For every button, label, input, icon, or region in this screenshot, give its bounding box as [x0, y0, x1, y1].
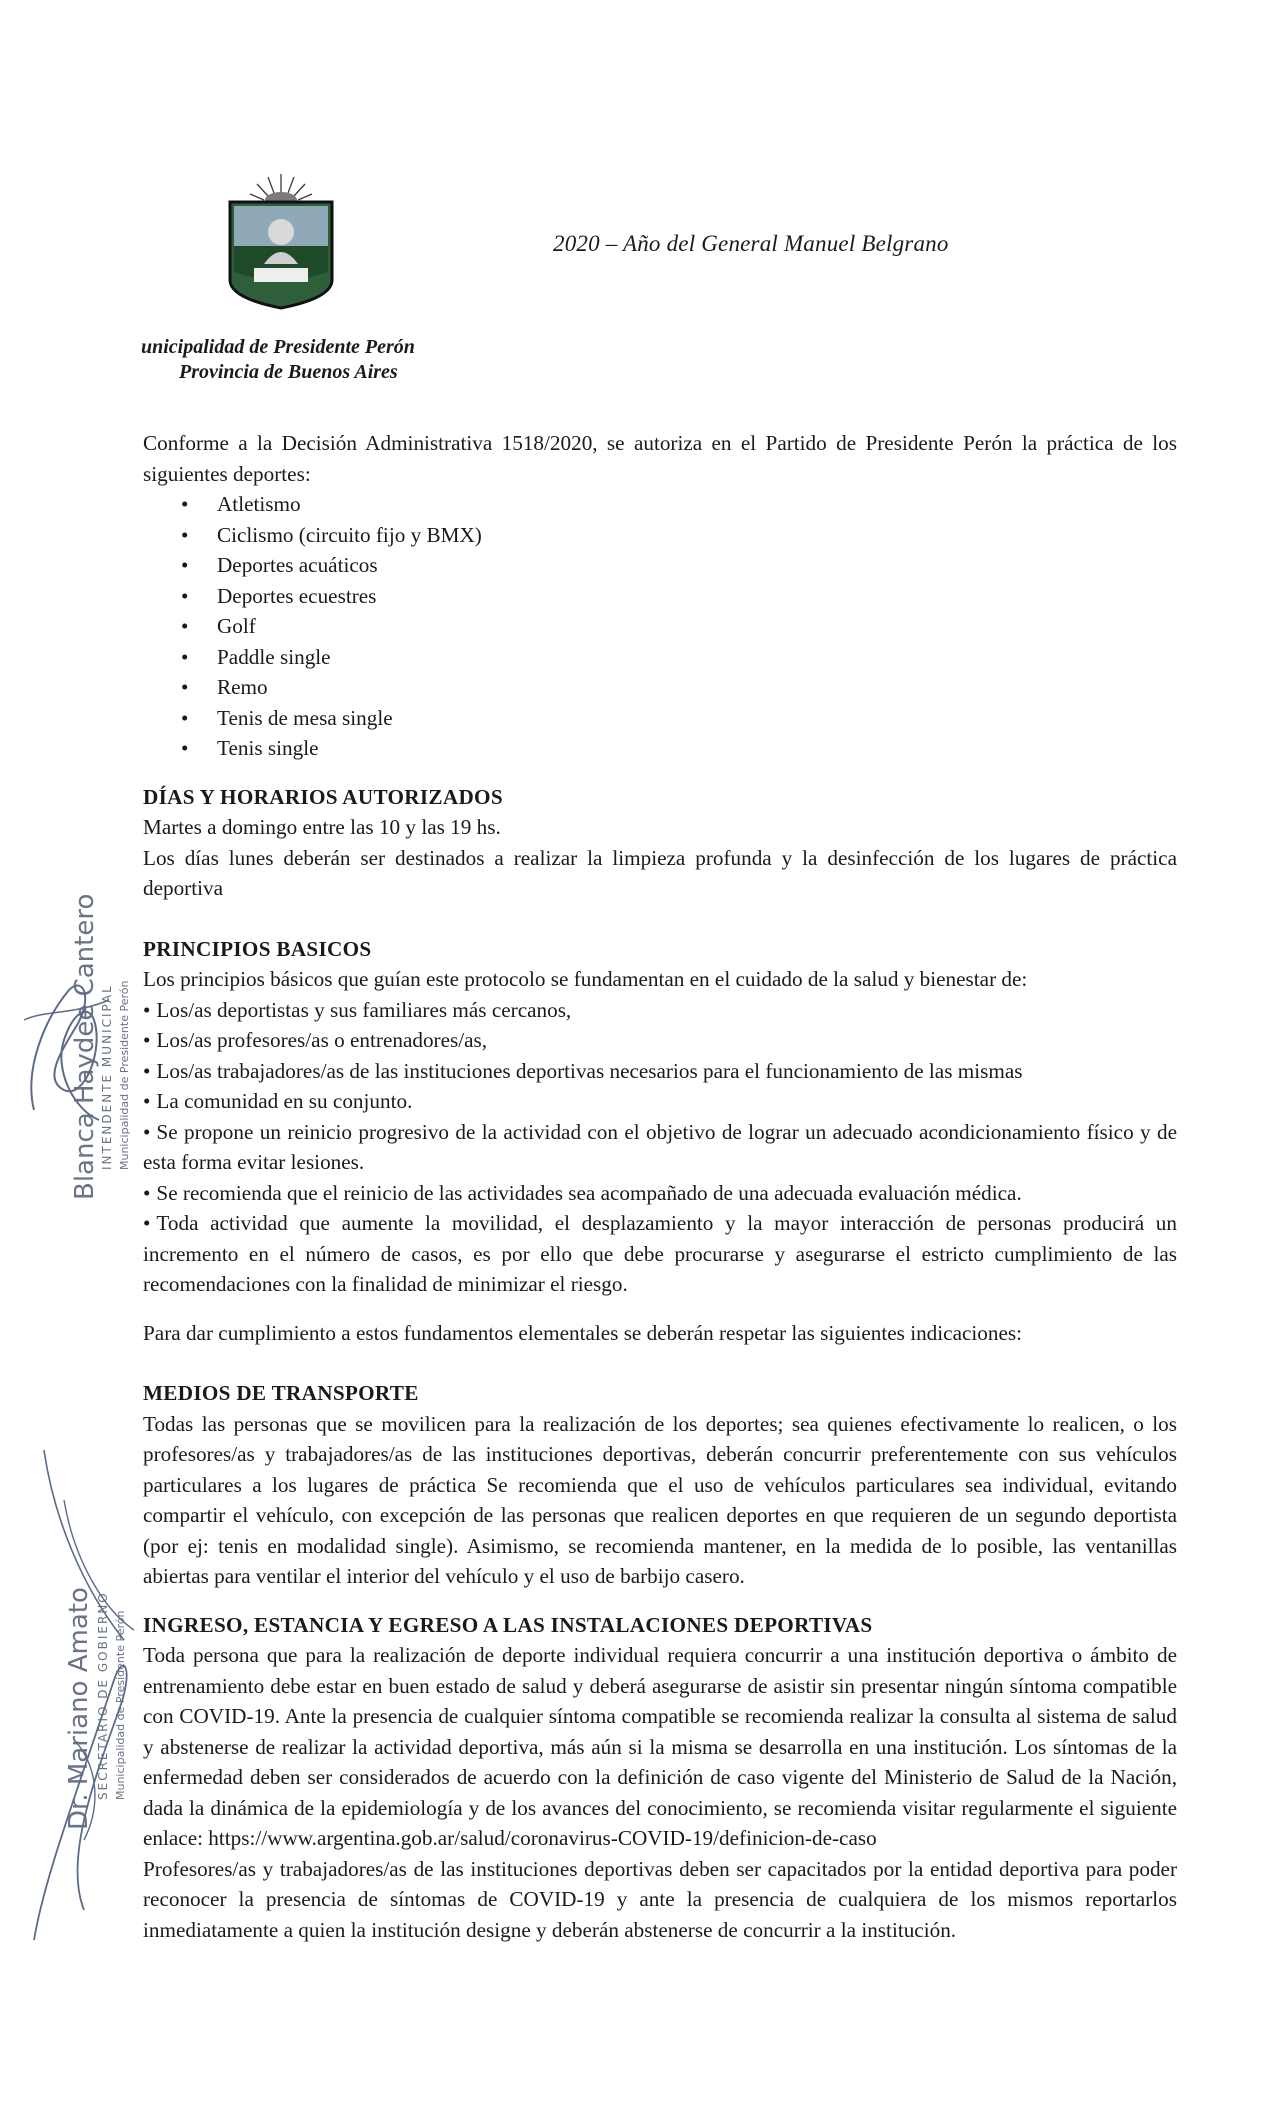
intro-paragraph: Conforme a la Decisión Administrativa 1518/2020, se autoriza en el Partido de Presidente Perón la práctica de los siguientes deportes:: [143, 431, 1177, 486]
transport-heading: MEDIOS DE TRANSPORTE: [143, 1381, 419, 1405]
bullet: •: [143, 997, 151, 1022]
transport-paragraph: Todas las personas que se movilicen para la realización de los deportes; sea quienes efectivamente lo realicen, o los profesores/as y trabajadores/as de las instituciones deportivas, deberán concurrir preferentemente con sus vehículos particulares a los lugares de práctica Se recomienda que el uso de vehículos particulares sea individual, evitando compartir el vehículo, con excepción de las personas que realicen deportes en que requieren de un segundo deportista (por ej: tenis en modalidad single). Asimismo, se recomienda mantener, en la medida de lo posible, las ventanillas abiertas para ventilar el interior del vehículo y el uso de barbijo casero.: [143, 1411, 1177, 1588]
sport-item: • Deportes acuáticos: [143, 550, 1177, 581]
sport-item: • Atletismo: [143, 489, 1177, 520]
principle-item: • Los/as profesores/as o entrenadores/as,: [143, 1028, 488, 1052]
sport-item: • Deportes ecuestres: [143, 581, 1177, 612]
sport-item: • Golf: [143, 611, 1177, 642]
signature-mayor: [14, 960, 124, 1130]
bullet: •: [143, 1058, 151, 1083]
stamp-mayor-org: Municipalidad de Presidente Perón: [118, 980, 131, 1170]
sport-item: • Paddle single: [143, 642, 1177, 673]
municipality-name: unicipalidad de Presidente Perón: [141, 336, 415, 358]
sports-list: [143, 489, 1177, 764]
municipality-header: [141, 335, 415, 385]
stamp-secretary-org: Municipalidad de Presidente Perón: [114, 1610, 127, 1800]
bullet: •: [143, 1180, 151, 1205]
facilities-heading: INGRESO, ESTANCIA Y EGRESO A LAS INSTALACIONES DEPORTIVAS: [143, 1612, 873, 1637]
stamp-mayor-name: Blanca Haydee Cantero: [70, 893, 100, 1200]
principle-item: • Toda actividad que aumente la movilidad, el desplazamiento y la mayor interacción de personas producirá un incremento en el número de casos, es por ello que debe procurarse y asegurarse el estricto cumplimiento de las recomendaciones con la finalidad de minimizar el riesgo.: [143, 1211, 1177, 1296]
bullet: •: [143, 1211, 151, 1235]
signature-secretary: [14, 1440, 144, 1960]
facilities-paragraph-1: Toda persona que para la realización de deporte individual requiera concurrir a una institución deportiva o ámbito de entrenamiento debe estar en buen estado de salud y deberá asegurarse de asistir sin presentar ningún síntoma compatible con COVID-19. Ante la presencia de cualquier síntoma compatible se recomienda realizar la consulta al sistema de salud y abstenerse de realizar la actividad deportiva, más aún si la misma se desarrolla en una institución. Los síntomas de la enfermedad deben ser considerados de acuerdo con la definición de caso vigente del Ministerio de Salud de la Nación, dada la dinámica de la epidemiología y de los avances del conocimiento, se recomienda visitar regularmente el siguiente enlace: https://www.argentina.gob.ar/salud/coronavirus-COVID-19/definicion-de-caso: [143, 1643, 1177, 1850]
sport-item: • Tenis de mesa single: [143, 703, 1177, 734]
principle-item: • Se propone un reinicio progresivo de la actividad con el objetivo de lograr un adecuado acondicionamiento físico y de esta forma evitar lesiones.: [143, 1119, 1177, 1174]
bullet: •: [143, 1119, 151, 1144]
schedule-line: Martes a domingo entre las 10 y las 19 hs.: [143, 815, 501, 839]
stamp-mayor-title: INTENDENTE MUNICIPAL: [100, 984, 114, 1170]
principle-item: • Se recomienda que el reinicio de las actividades sea acompañado de una adecuada evaluación médica.: [143, 1180, 1022, 1205]
principles-intro: Los principios básicos que guían este protocolo se fundamentan en el cuidado de la salud y bienestar de:: [143, 967, 1028, 991]
bullet: •: [143, 1089, 151, 1113]
stamp-secretary-name: Dr. Mariano Amato: [64, 1587, 94, 1830]
bullet: •: [143, 1028, 151, 1052]
schedule-cleaning-note: Los días lunes deberán ser destinados a realizar la limpieza profunda y la desinfección de los lugares de práctica deportiva: [143, 845, 1177, 900]
principle-item: • Los/as trabajadores/as de las instituciones deportivas necesarios para el funcionamiento de las mismas: [143, 1058, 1023, 1083]
stamp-secretary-title: SECRETARIO DE GOBIERNO: [96, 1591, 110, 1800]
sport-item: • Tenis single: [143, 733, 1177, 764]
document-body: [143, 428, 1177, 1945]
schedule-heading: DÍAS Y HORARIOS AUTORIZADOS: [143, 784, 503, 809]
year-motto: 2020 – Año del General Manuel Belgrano: [553, 231, 949, 256]
facilities-paragraph-2: Profesores/as y trabajadores/as de las instituciones deportivas deben ser capacitados por la entidad deportiva para poder reconocer la presencia de síntomas de COVID-19 y ante la presencia de cualquiera de los mismos reportarlos inmediatamente a quien la institución designe y deberán abstenerse de concurrir a la institución.: [143, 1856, 1177, 1942]
principle-item: • La comunidad en su conjunto.: [143, 1089, 413, 1113]
principles-heading: PRINCIPIOS BASICOS: [143, 936, 372, 961]
province-name: Provincia de Buenos Aires: [179, 361, 398, 383]
sport-item: • Remo: [143, 672, 1177, 703]
principle-item: • Los/as deportistas y sus familiares más cercanos,: [143, 997, 572, 1022]
principles-closing: Para dar cumplimiento a estos fundamentos elementales se deberán respetar las siguientes indicaciones:: [143, 1320, 1022, 1345]
sport-item: • Ciclismo (circuito fijo y BMX): [143, 520, 1177, 551]
municipal-crest-logo: [224, 172, 338, 310]
